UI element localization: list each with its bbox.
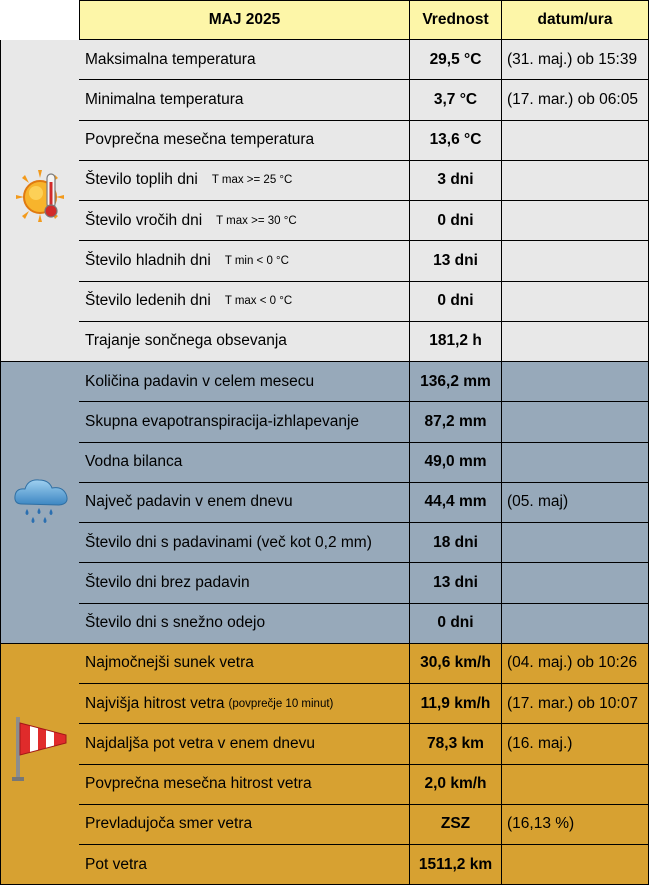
row-inline-note: (povprečje 10 minut)	[228, 697, 334, 710]
row-label	[79, 241, 410, 281]
windsock-icon	[8, 713, 72, 783]
row-value: 49,0 mm	[410, 443, 502, 483]
row-value: 0 dni	[410, 604, 502, 644]
row-value: 0 dni	[410, 282, 502, 322]
row-value: 181,2 h	[410, 322, 502, 362]
row-label-text: Največ padavin v enem dnevu	[85, 493, 293, 511]
row-value: ZSZ	[410, 805, 502, 845]
row-datetime	[502, 161, 649, 201]
row-label-text: Število dni s padavinami (več kot 0,2 mm)	[85, 533, 372, 551]
row-datetime	[502, 443, 649, 483]
row-value: 13 dni	[410, 563, 502, 603]
row-threshold-note: T max >= 25 °C	[211, 174, 293, 187]
row-datetime	[502, 765, 649, 805]
row-label	[79, 443, 410, 483]
row-threshold-note: T max >= 30 °C	[216, 214, 297, 227]
header-month: MAJ 2025	[79, 0, 410, 40]
row-datetime	[502, 604, 649, 644]
rain-cloud-icon	[12, 474, 70, 526]
row-label	[79, 282, 410, 322]
row-label-text: Najdaljša pot vetra v enem dnevu	[85, 734, 316, 752]
row-label	[79, 201, 410, 241]
row-value: 44,4 mm	[410, 483, 502, 523]
row-datetime: (16,13 %)	[502, 805, 649, 845]
row-label-text: Minimalna temperatura	[85, 90, 244, 108]
row-label-text: Število hladnih dni	[85, 251, 211, 269]
row-datetime	[502, 282, 649, 322]
row-value: 2,0 km/h	[410, 765, 502, 805]
row-value: 3,7 °C	[410, 80, 502, 120]
row-label-text: Število dni brez padavin	[85, 573, 250, 591]
row-label	[79, 80, 410, 120]
row-datetime	[502, 362, 649, 402]
sun-thermometer-icon	[14, 168, 68, 224]
row-datetime	[502, 201, 649, 241]
header-value: Vrednost	[410, 0, 502, 40]
row-label-text: Pot vetra	[85, 855, 148, 873]
row-label-text: Povprečna mesečna temperatura	[85, 131, 315, 149]
row-label	[79, 684, 410, 724]
row-value: 13 dni	[410, 241, 502, 281]
row-datetime	[502, 241, 649, 281]
row-datetime	[502, 563, 649, 603]
row-label-text: Maksimalna temperatura	[85, 50, 256, 68]
row-datetime	[502, 322, 649, 362]
row-label	[79, 362, 410, 402]
row-datetime: (05. maj)	[502, 483, 649, 523]
row-label	[79, 161, 410, 201]
row-datetime	[502, 121, 649, 161]
row-datetime	[502, 845, 649, 885]
row-label	[79, 644, 410, 684]
row-datetime	[502, 523, 649, 563]
row-label	[79, 40, 410, 80]
row-label-text: Vodna bilanca	[85, 453, 183, 471]
row-label-text: Število vročih dni	[85, 211, 203, 229]
row-label	[79, 402, 410, 442]
row-label	[79, 121, 410, 161]
row-threshold-note: T min < 0 °C	[224, 254, 289, 267]
row-value: 13,6 °C	[410, 121, 502, 161]
row-value: 3 dni	[410, 161, 502, 201]
row-value: 78,3 km	[410, 724, 502, 764]
row-value: 18 dni	[410, 523, 502, 563]
header-datetime: datum/ura	[502, 0, 649, 40]
row-label-text: Število toplih dni	[85, 171, 198, 189]
row-datetime	[502, 402, 649, 442]
row-value: 30,6 km/h	[410, 644, 502, 684]
row-datetime: (16. maj.)	[502, 724, 649, 764]
row-value: 11,9 km/h	[410, 684, 502, 724]
row-label	[79, 563, 410, 603]
row-label	[79, 724, 410, 764]
row-label-text: Najvišja hitrost vetra	[85, 694, 225, 712]
row-datetime: (04. maj.) ob 10:26	[502, 644, 649, 684]
row-value: 29,5 °C	[410, 40, 502, 80]
row-label	[79, 845, 410, 885]
row-value: 136,2 mm	[410, 362, 502, 402]
row-label-text: Skupna evapotranspiracija-izhlapevanje	[85, 412, 360, 430]
row-value: 1511,2 km	[410, 845, 502, 885]
row-label-text: Prevladujoča smer vetra	[85, 815, 253, 833]
row-threshold-note: T max < 0 °C	[224, 295, 293, 308]
row-datetime: (31. maj.) ob 15:39	[502, 40, 649, 80]
row-value: 87,2 mm	[410, 402, 502, 442]
row-label	[79, 765, 410, 805]
row-label	[79, 322, 410, 362]
row-label-text: Povprečna mesečna hitrost vetra	[85, 775, 312, 793]
row-label-text: Število ledenih dni	[85, 292, 211, 310]
row-label-text: Najmočnejši sunek vetra	[85, 654, 254, 672]
row-datetime: (17. mar.) ob 10:07	[502, 684, 649, 724]
row-label	[79, 805, 410, 845]
row-value: 0 dni	[410, 201, 502, 241]
row-label	[79, 523, 410, 563]
row-label-text: Trajanje sončnega obsevanja	[85, 332, 287, 350]
row-label-text: Količina padavin v celem mesecu	[85, 372, 315, 390]
row-label-text: Število dni s snežno odejo	[85, 614, 266, 632]
row-label	[79, 483, 410, 523]
row-datetime: (17. mar.) ob 06:05	[502, 80, 649, 120]
row-label	[79, 604, 410, 644]
